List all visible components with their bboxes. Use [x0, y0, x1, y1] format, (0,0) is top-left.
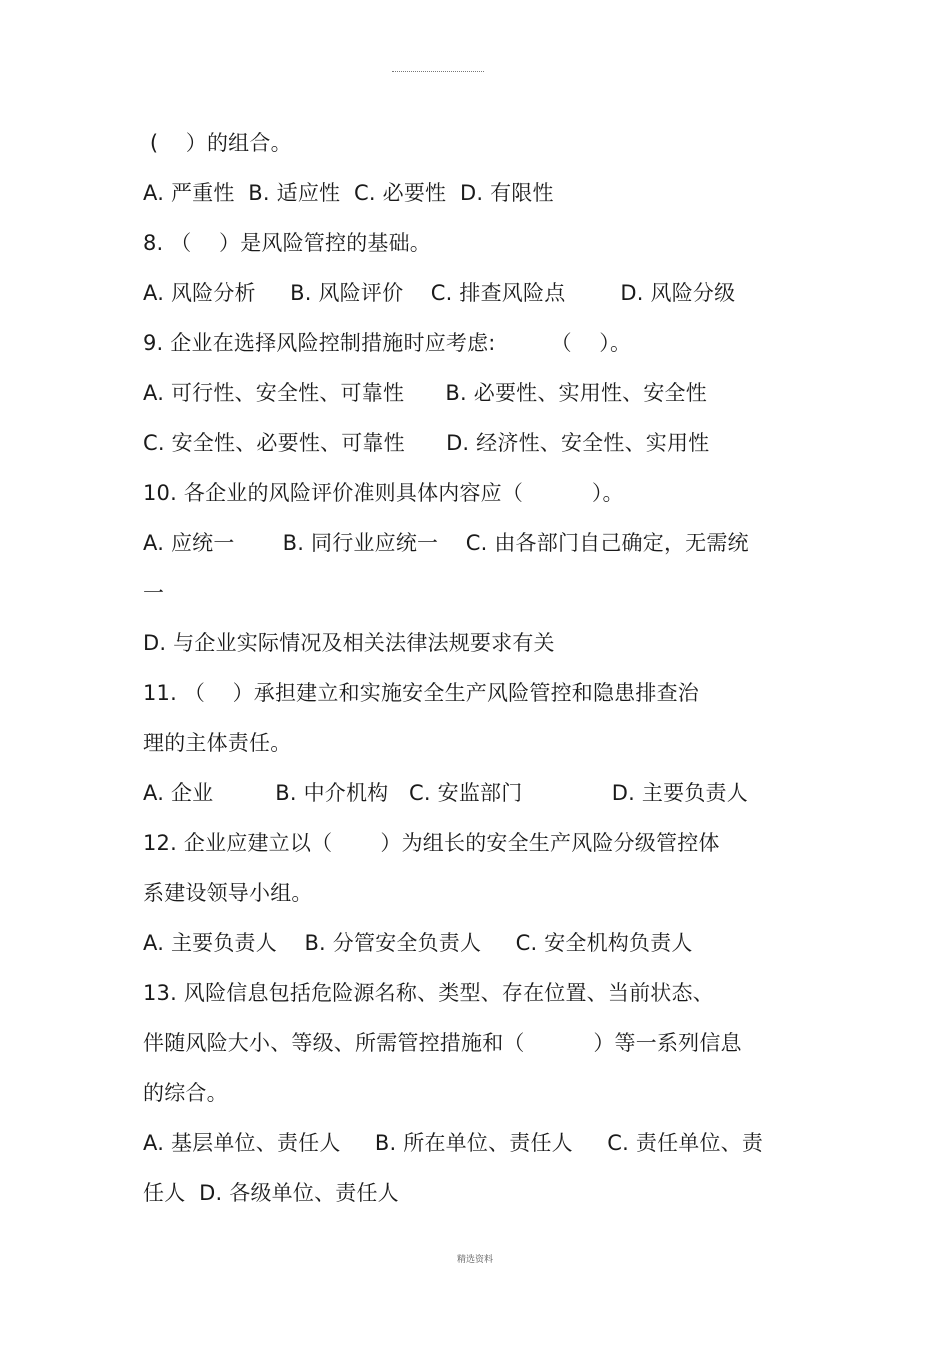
line-q9: 9. 企业在选择风险控制措施时应考虑: （ ）。	[143, 331, 632, 355]
line-q12: 12. 企业应建立以（ ）为组长的安全生产风险分级管控体	[143, 831, 720, 855]
question-text	[143, 118, 823, 1218]
page-footer: 精选资料	[456, 1255, 493, 1265]
line-q13-wrap-1: 伴随风险大小、等级、所需管控措施和（ ）等一系列信息	[143, 1031, 742, 1055]
line-q7-tail: ( ）的组合。	[143, 131, 292, 155]
line-q9-options-cd: C. 安全性、必要性、可靠性 D. 经济性、安全性、实用性	[143, 431, 710, 455]
line-q11: 11. （ ）承担建立和实施安全生产风险管控和隐患排查治	[143, 681, 699, 705]
header-dotted-rule	[392, 71, 484, 72]
line-q13: 13. 风险信息包括危险源名称、类型、存在位置、当前状态、	[143, 981, 714, 1005]
line-q13-options-abc: A. 基层单位、责任人 B. 所在单位、责任人 C. 责任单位、责	[143, 1131, 764, 1155]
line-q10-options-abc: A. 应统一 B. 同行业应统一 C. 由各部门自己确定，无需统	[143, 531, 749, 555]
line-q11-options: A. 企业 B. 中介机构 C. 安监部门 D. 主要负责人	[143, 781, 748, 805]
line-q12-wrap: 系建设领导小组。	[143, 881, 313, 905]
line-q10-options-wrap: 一	[143, 581, 165, 605]
line-q8: 8. （ ）是风险管控的基础。	[143, 231, 432, 255]
line-q8-options: A. 风险分析 B. 风险评价 C. 排查风险点 D. 风险分级	[143, 281, 736, 305]
line-q11-wrap: 理的主体责任。	[143, 731, 292, 755]
line-q12-options: A. 主要负责人 B. 分管安全负责人 C. 安全机构负责人	[143, 931, 693, 955]
line-q10-option-d: D. 与企业实际情况及相关法律法规要求有关	[143, 631, 555, 655]
line-q13-wrap-2: 的综合。	[143, 1081, 228, 1105]
line-q10: 10. 各企业的风险评价准则具体内容应（ ）。	[143, 481, 624, 505]
line-q9-options-ab: A. 可行性、安全性、可靠性 B. 必要性、实用性、安全性	[143, 381, 707, 405]
line-q13-options-d: 任人 D. 各级单位、责任人	[143, 1181, 399, 1205]
line-q7-options: A. 严重性 B. 适应性 C. 必要性 D. 有限性	[143, 181, 554, 205]
